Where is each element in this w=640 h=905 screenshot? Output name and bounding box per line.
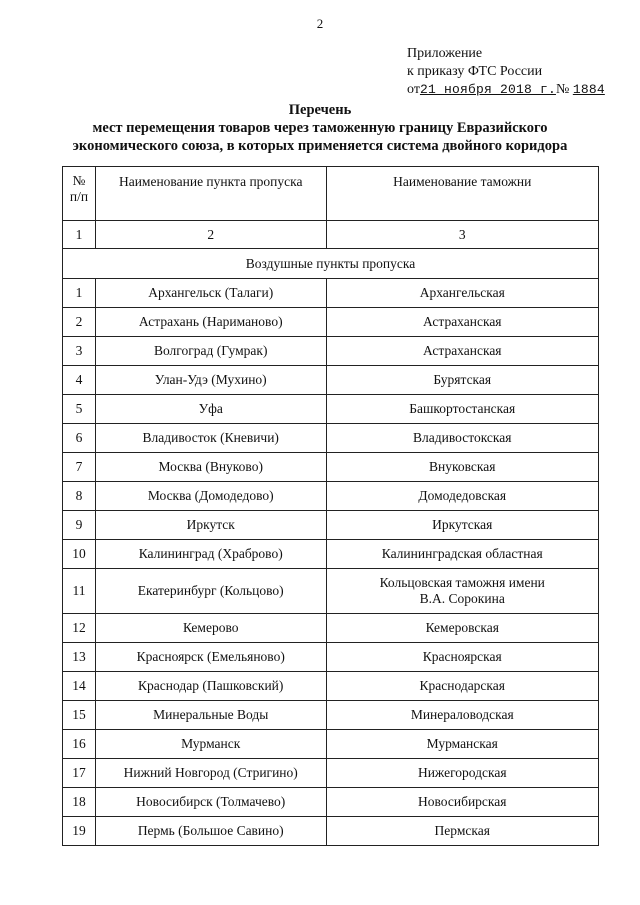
row-number: 15 <box>63 701 96 730</box>
row-number: 4 <box>63 366 96 395</box>
row-customs-line: В.А. Сорокина <box>419 591 505 606</box>
appendix-block <box>407 45 605 99</box>
appendix-date-line <box>407 81 605 99</box>
row-point: Волгоград (Гумрак) <box>95 337 326 366</box>
table-row <box>63 308 599 337</box>
row-customs: Иркутская <box>326 511 599 540</box>
row-point: Кемерово <box>95 614 326 643</box>
row-customs: Красноярская <box>326 643 599 672</box>
table-row <box>63 569 599 614</box>
order-date: 21 ноября 2018 г. <box>419 82 556 97</box>
row-customs: Новосибирская <box>326 788 599 817</box>
row-number: 1 <box>63 279 96 308</box>
row-customs: Кемеровская <box>326 614 599 643</box>
row-point: Пермь (Большое Савино) <box>95 817 326 846</box>
table-row <box>63 759 599 788</box>
points-table <box>62 166 599 846</box>
table-row <box>63 511 599 540</box>
table-row <box>63 730 599 759</box>
row-point: Архангельск (Талаги) <box>95 279 326 308</box>
table-row <box>63 366 599 395</box>
row-number: 18 <box>63 788 96 817</box>
row-customs <box>326 569 599 614</box>
table-row <box>63 424 599 453</box>
row-point: Екатеринбург (Кольцово) <box>95 569 326 614</box>
row-point: Мурманск <box>95 730 326 759</box>
title-line-3: экономического союза, в которых применяется система двойного коридора <box>72 138 568 154</box>
table-row <box>63 672 599 701</box>
row-customs: Мурманская <box>326 730 599 759</box>
row-number: 9 <box>63 511 96 540</box>
row-point: Иркутск <box>95 511 326 540</box>
appendix-order: к приказу ФТС России <box>407 64 543 79</box>
order-number: 1884 <box>572 82 605 97</box>
row-number: 10 <box>63 540 96 569</box>
row-point: Москва (Домодедово) <box>95 482 326 511</box>
row-customs: Владивостокская <box>326 424 599 453</box>
row-number: 13 <box>63 643 96 672</box>
row-customs: Внуковская <box>326 453 599 482</box>
row-point: Москва (Внуково) <box>95 453 326 482</box>
section-title: Воздушные пункты пропуска <box>63 249 599 279</box>
row-number: 11 <box>63 569 96 614</box>
table-row <box>63 279 599 308</box>
column-number-2: 2 <box>95 221 326 249</box>
row-number: 6 <box>63 424 96 453</box>
row-customs: Астраханская <box>326 337 599 366</box>
table-header-row <box>63 167 599 221</box>
row-point: Улан-Удэ (Мухино) <box>95 366 326 395</box>
row-customs: Нижегородская <box>326 759 599 788</box>
row-number: 7 <box>63 453 96 482</box>
row-customs: Пермская <box>326 817 599 846</box>
row-point: Уфа <box>95 395 326 424</box>
page-number: 2 <box>316 16 324 31</box>
date-prefix: от <box>407 82 420 97</box>
table-row <box>63 614 599 643</box>
header-number: № п/п <box>63 167 96 221</box>
header-point: Наименование пункта пропуска <box>95 167 326 221</box>
title-line-1: Перечень <box>288 102 352 118</box>
row-point: Калининград (Храброво) <box>95 540 326 569</box>
section-row <box>63 249 599 279</box>
row-number: 19 <box>63 817 96 846</box>
column-number-3: 3 <box>326 221 599 249</box>
row-point: Новосибирск (Толмачево) <box>95 788 326 817</box>
row-number: 12 <box>63 614 96 643</box>
row-point: Владивосток (Кневичи) <box>95 424 326 453</box>
column-number-1: 1 <box>63 221 96 249</box>
row-customs-line: Кольцовская таможня имени <box>379 575 545 590</box>
column-number-row <box>63 221 599 249</box>
header-customs: Наименование таможни <box>326 167 599 221</box>
row-point: Красноярск (Емельяново) <box>95 643 326 672</box>
table-row <box>63 643 599 672</box>
row-number: 16 <box>63 730 96 759</box>
row-number: 3 <box>63 337 96 366</box>
title-line-2: мест перемещения товаров через таможенную границу Евразийского <box>92 120 548 136</box>
number-label: № <box>555 82 570 97</box>
row-customs: Минераловодская <box>326 701 599 730</box>
row-number: 8 <box>63 482 96 511</box>
points-table-body <box>63 167 599 846</box>
table-row <box>63 395 599 424</box>
row-point: Минеральные Воды <box>95 701 326 730</box>
row-number: 17 <box>63 759 96 788</box>
row-customs: Астраханская <box>326 308 599 337</box>
row-point: Нижний Новгород (Стригино) <box>95 759 326 788</box>
row-number: 5 <box>63 395 96 424</box>
row-customs: Домодедовская <box>326 482 599 511</box>
row-customs: Башкортостанская <box>326 395 599 424</box>
table-row <box>63 453 599 482</box>
row-number: 2 <box>63 308 96 337</box>
table-row <box>63 482 599 511</box>
row-point: Краснодар (Пашковский) <box>95 672 326 701</box>
row-number: 14 <box>63 672 96 701</box>
appendix-title: Приложение <box>407 46 483 61</box>
table-row <box>63 701 599 730</box>
document-title <box>0 101 640 155</box>
row-customs: Краснодарская <box>326 672 599 701</box>
table-row <box>63 337 599 366</box>
row-customs: Калининградская областная <box>326 540 599 569</box>
table-row <box>63 788 599 817</box>
row-point: Астрахань (Нариманово) <box>95 308 326 337</box>
table-row <box>63 817 599 846</box>
row-customs: Бурятская <box>326 366 599 395</box>
table-row <box>63 540 599 569</box>
row-customs: Архангельская <box>326 279 599 308</box>
